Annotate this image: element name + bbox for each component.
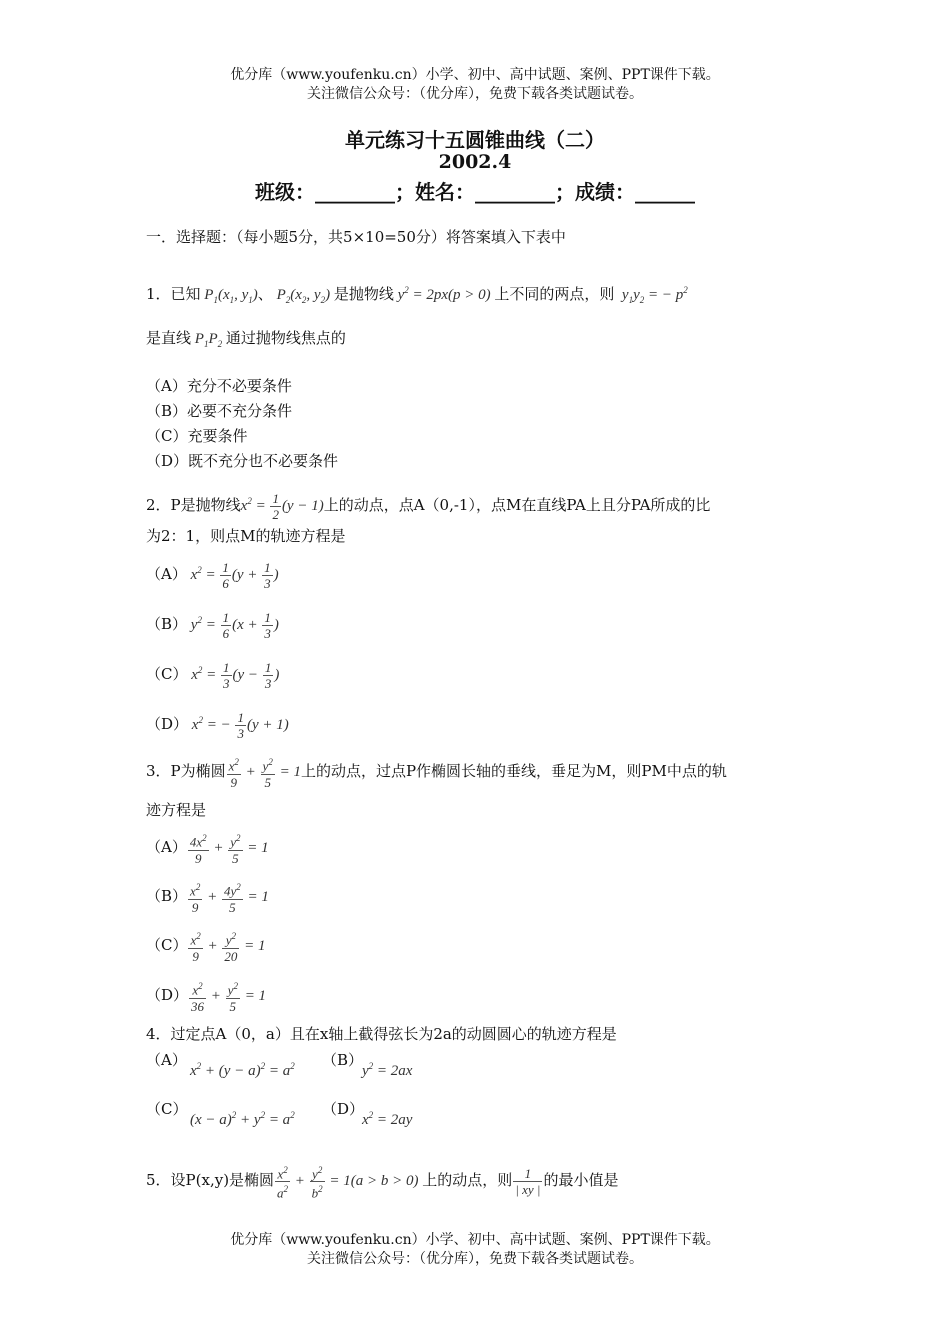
q2-option-a: （A） $x^2$ = $\frac{1}{6}$ (y + $\frac{1}{3}$ ) bbox=[146, 560, 279, 592]
question-1-line-2: 是直线 $P_1P_2$ 通过抛物线焦点的 bbox=[146, 329, 346, 349]
question-1-line-1: 1．已知 $P_1(x_1$, $y_1$)、 $P_2(x_2$, $y_2$) 是抛物线 $y^2 = 2px(p > 0)$ 上不同的两点，则 $y_1y_2$ = − $p^2$ bbox=[146, 285, 688, 305]
q1-option-c: （C）充要条件 bbox=[146, 427, 248, 445]
q4-option-b-label: （B） bbox=[322, 1051, 364, 1069]
student-info-line: 班级：________；姓名：________；成绩：______ bbox=[255, 180, 695, 204]
q1-option-b: （B）必要不充分条件 bbox=[146, 402, 293, 420]
q1-option-d: （D）既不充分也不必要条件 bbox=[146, 452, 339, 470]
q3-option-b: （B） $\frac{x^2}{9}$ + $\frac{4y^2}{5}$ = 1 bbox=[146, 882, 269, 915]
question-3-line-1: 3．P为椭圆 $\frac{x^2}{9}$ + $\frac{y^2}{5}$ = 1上的动点，过点P作椭圆长轴的垂线，垂足为M，则PM中点的轨 bbox=[146, 757, 727, 790]
question-3-line-2: 迹方程是 bbox=[146, 801, 207, 819]
q2-option-d: （D） $x^2$ = − $\frac{1}{3}$ (y + 1) bbox=[146, 710, 289, 742]
q1-option-a: （A）充分不必要条件 bbox=[146, 377, 292, 395]
math-q2-parabola: $x^2$ = $\frac{1}{2}$ (y − 1) bbox=[240, 491, 324, 523]
question-2-line-2: 为2：1，则点M的轨迹方程是 bbox=[146, 527, 346, 545]
q4-option-a-formula: $x^2 + (y - a)^2 = a^2$ bbox=[190, 1061, 295, 1079]
q4-option-a-label: （A） bbox=[146, 1051, 187, 1069]
q4-option-c-formula: $(x - a)^2 + y^2 = a^2$ bbox=[190, 1110, 295, 1128]
page-title: 单元练习十五圆锥曲线（二） bbox=[345, 128, 605, 152]
section-heading: 一．选择题：（每小题5分，共5×10=50分）将答案填入下表中 bbox=[146, 228, 566, 246]
math-parabola: $y^2 = 2px(p > 0)$ bbox=[393, 285, 495, 303]
q2-option-c: （C） $x^2$ = $\frac{1}{3}$ (y − $\frac{1}{3}$ ) bbox=[146, 660, 280, 692]
header-line-1: 优分库（www.youfenku.cn）小学、初中、高中试题、案例、PPT课件下载。 bbox=[230, 67, 720, 83]
q3-option-a: （A） $\frac{4x^2}{9}$ + $\frac{y^2}{5}$ = 1 bbox=[146, 833, 269, 866]
math-p2: $P_2(x_2$, $y_2$) bbox=[272, 287, 334, 305]
math-q5-ellipse: $\frac{x^2}{a^2}$ + $\frac{y^2}{b^2}$ = 1(a > b > 0) bbox=[277, 1164, 423, 1201]
q4-option-d-label: （D） bbox=[322, 1100, 365, 1118]
q3-option-c: （C） $\frac{x^2}{9}$ + $\frac{y^2}{20}$ = 1 bbox=[146, 931, 266, 964]
q2-option-b: （B） $y^2$ = $\frac{1}{6}$ (x + $\frac{1}{3}$ ) bbox=[146, 610, 279, 642]
title-date: 2002.4 bbox=[438, 151, 512, 173]
q4-option-b-formula: $y^2 = 2ax$ bbox=[362, 1061, 413, 1079]
question-5-line: 5．设P(x,y)是椭圆 $\frac{x^2}{a^2}$ + $\frac{y^2}{b^2}$ = 1(a > b > 0) 上的动点，则 $\frac{1}{| xy |}$ 的最小值是 bbox=[146, 1164, 619, 1201]
footer-line-1: 优分库（www.youfenku.cn）小学、初中、高中试题、案例、PPT课件下载。 bbox=[230, 1232, 720, 1248]
math-p1: $P_1(x_1$, $y_1$) bbox=[200, 287, 258, 305]
math-q3-ellipse: $\frac{x^2}{9}$ + $\frac{y^2}{5}$ = 1 bbox=[228, 757, 301, 790]
question-4-text: 4．过定点A（0，a）且在x轴上截得弦长为2a的动圆圆心的轨迹方程是 bbox=[146, 1025, 617, 1043]
q4-option-c-label: （C） bbox=[146, 1100, 188, 1118]
math-line-p1p2: $P_1P_2$ bbox=[191, 331, 223, 349]
q4-option-d-formula: $x^2 = 2ay$ bbox=[362, 1110, 413, 1128]
q3-option-d: （D） $\frac{x^2}{36}$ + $\frac{y^2}{5}$ = 1 bbox=[146, 981, 267, 1014]
math-condition: $y_1y_2$ = − $p^2$ bbox=[614, 285, 688, 305]
math-q5-expression: $\frac{1}{| xy |}$ bbox=[515, 1166, 541, 1198]
question-2-line-1: 2．P是抛物线$x^2$ = $\frac{1}{2}$ (y − 1)上的动点，点A（0,-1），点M在直线PA上且分PA所成的比 bbox=[146, 491, 711, 523]
footer-line-2: 关注微信公众号：（优分库），免费下载各类试题试卷。 bbox=[307, 1251, 643, 1267]
header-line-2: 关注微信公众号：（优分库），免费下载各类试题试卷。 bbox=[307, 86, 643, 102]
